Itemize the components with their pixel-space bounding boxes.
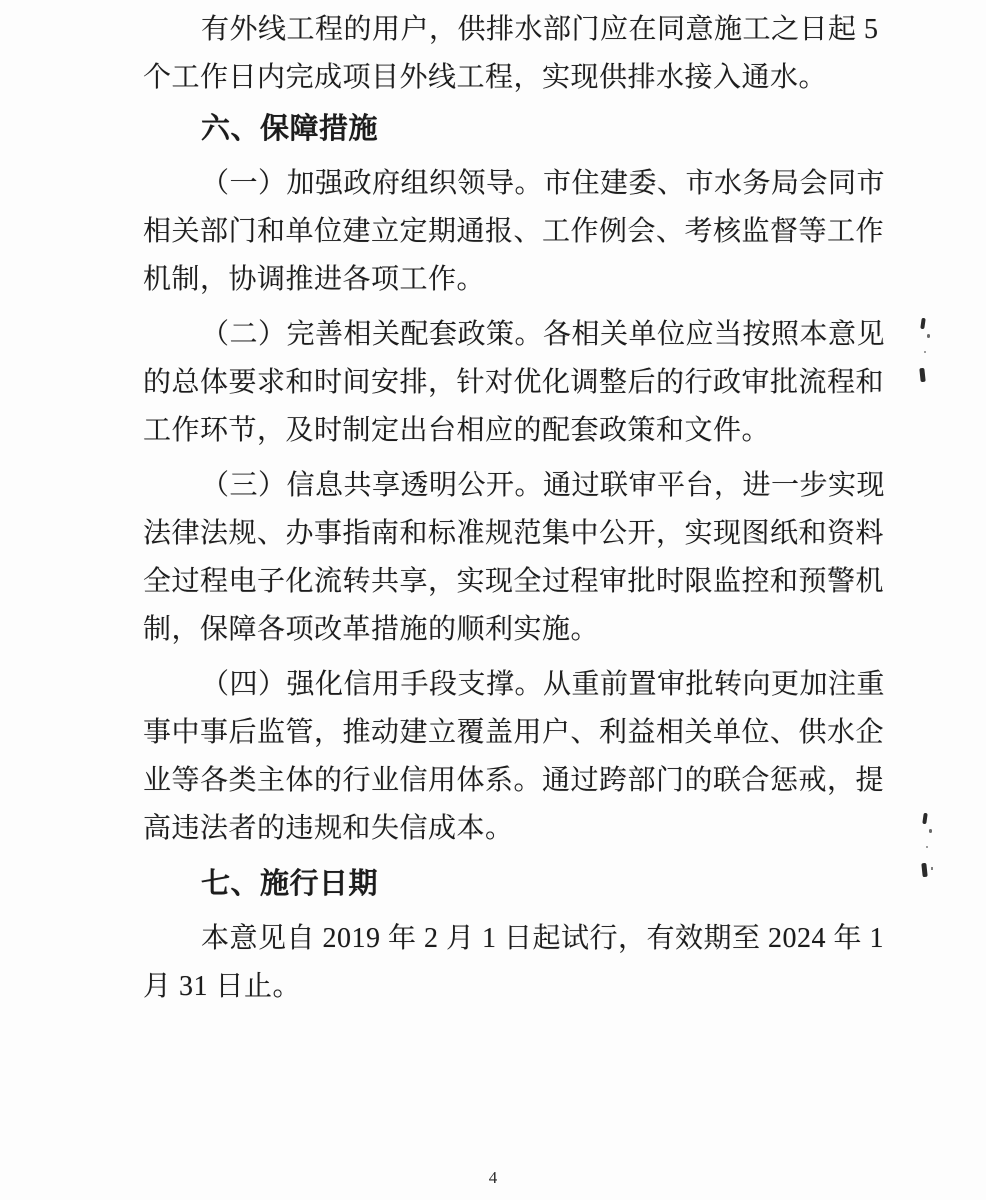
text-line: 高违法者的违规和失信成本。 — [143, 813, 514, 844]
scan-artifact — [920, 813, 940, 888]
text-line: （三）信息共享透明公开。通过联审平台，进一步实现 — [201, 470, 886, 501]
text-line: 有外线工程的用户，供排水部门应在同意施工之日起 5 — [201, 14, 879, 45]
text-line: 法律法规、办事指南和标准规范集中公开，实现图纸和资料 — [143, 518, 885, 549]
page-number: 4 — [488, 1168, 498, 1187]
text-line: 个工作日内完成项目外线工程，实现供排水接入通水。 — [143, 62, 828, 93]
text-line: 全过程电子化流转共享，实现全过程审批时限监控和预警机 — [143, 566, 885, 597]
text-line: 相关部门和单位建立定期通报、工作例会、考核监督等工作 — [143, 216, 885, 247]
section-heading: 六、保障措施 — [201, 113, 379, 145]
text-line: 机制，协调推进各项工作。 — [143, 264, 486, 295]
text-line: 制，保障各项改革措施的顺利实施。 — [143, 614, 600, 645]
text-line: 业等各类主体的行业信用体系。通过跨部门的联合惩戒，提 — [143, 765, 885, 796]
section-heading: 七、施行日期 — [201, 868, 379, 900]
text-line: 月 31 日止。 — [143, 971, 302, 1002]
text-line: 的总体要求和时间安排，针对优化调整后的行政审批流程和 — [143, 367, 885, 398]
scan-artifact — [918, 318, 938, 388]
text-line: 工作环节，及时制定出台相应的配套政策和文件。 — [143, 415, 771, 446]
text-line: （四）强化信用手段支撑。从重前置审批转向更加注重 — [201, 669, 886, 700]
text-line: 事中事后监管，推动建立覆盖用户、利益相关单位、供水企 — [143, 717, 885, 748]
text-line: （二）完善相关配套政策。各相关单位应当按照本意见 — [201, 319, 886, 350]
text-line: 本意见自 2019 年 2 月 1 日起试行，有效期至 2024 年 1 — [201, 923, 885, 954]
text-line: （一）加强政府组织领导。市住建委、市水务局会同市 — [201, 168, 886, 199]
document-body — [143, 6, 886, 1011]
